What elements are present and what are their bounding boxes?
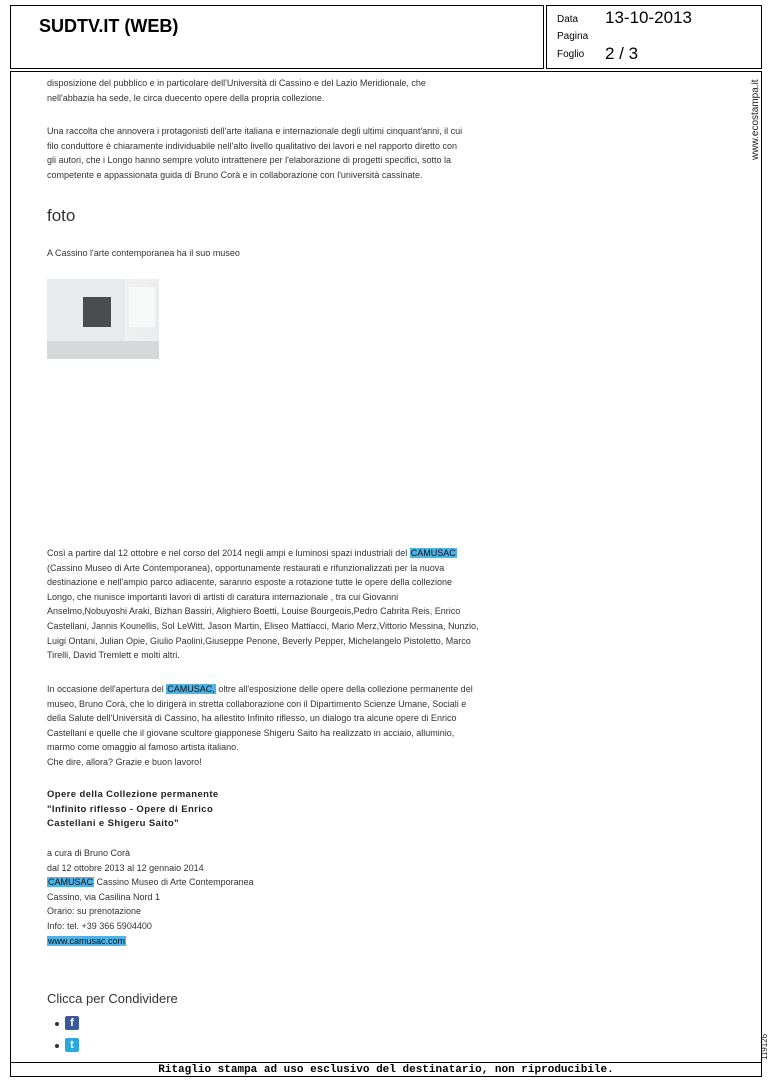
paragraph-3 [47,546,507,663]
photo-floor [47,341,159,359]
share-heading: Clicca per Condividere [47,991,178,1006]
footer-divider [10,1062,762,1063]
text-line: Tirelli, David Tremlett e molti altri. [47,650,180,661]
text-line: museo, Bruno Corà, che lo dirigerà in stretta collaborazione con il Dipartimento Scienze Umane, Sociali e [47,698,467,709]
text-line: Una raccolta che annovera i protagonisti dell'arte italiana e internazionale degli ultimi cinquant'anni, il cui [47,126,463,136]
info-line [47,875,447,890]
facebook-icon[interactable]: f [65,1016,79,1030]
foglio-value: 2 / 3 [605,44,639,63]
side-url: www.ecostampa.it [750,79,761,160]
camusac-link[interactable]: CAMUSAC [48,877,94,888]
text-line: competente e appassionata guida di Bruno Corà e in collaborazione con l'università cassinate. [47,169,423,180]
photo-caption: A Cassino l'arte contemporanea ha il suo museo [47,248,240,258]
text-line: Longo, che riunisce importanti lavori di artisti di caratura internazionale , tra cui Giovanni [47,591,399,602]
pagina-label: Pagina [557,31,589,42]
bullet [55,1044,59,1048]
text-span: Cassino Museo di Arte Contemporanea [94,877,254,888]
info-line: Orario: su prenotazione [47,906,142,917]
text-line: Castellani e quelle che il giovane scultore giapponese Shigeru Saito ha realizzato in acciaio, alluminio, [47,727,455,738]
text-span: In occasione dell'apertura del [47,684,167,694]
info-line: Cassino, via Casilina Nord 1 [47,891,161,902]
exhibition-title [47,788,219,832]
foto-heading: foto [47,206,76,225]
text-line: Castellani, Jannis Kounellis, Sol LeWitt, Jason Martin, Eliseo Mattiacci, Mario Merz,Vittorio Messina, Nunzio, [47,620,479,631]
text-line: Che dire, allora? Grazie e buon lavoro! [47,756,202,767]
data-value: 13-10-2013 [605,8,692,27]
text-line: Anselmo,Nobuyoshi Araki, Bizhan Bassiri, Alighiero Boetti, Louise Bourgeois,Pedro Cabrita Reis, Enrico [47,606,461,617]
header-publication-box [10,5,544,69]
photo-artwork [83,297,111,327]
footer-notice: Ritaglio stampa ad uso esclusivo del destinatario, non riproducibile. [158,1064,614,1076]
side-code: 119126 [760,1033,769,1060]
text-line: filo conduttore è chiaramente individuabile nell'alto livello qualitativo dei lavori e nel rapporto diretto con [47,140,457,151]
info-line: a cura di Bruno Corà [47,848,131,858]
text-span: oltre all'esposizione delle opere della collezione permanente del [215,684,473,694]
foglio-label: Foglio [557,49,585,60]
text-line [47,682,507,697]
header-meta-box [546,5,762,69]
text-line: Luigi Ontani, Julian Opie, Giulio Paolini,Giuseppe Penone, Beverly Pepper, Michelangelo Pistoletto, Marco [47,635,471,646]
text-line [47,546,507,561]
text-line: destinazione e nell'ampio parco adiacente, saranno esposte a rotazione tutte le opere della collezione [47,577,452,588]
bullet [55,1022,59,1026]
info-line [47,934,447,949]
camusac-link[interactable]: CAMUSAC, [167,684,215,694]
photo-window [129,287,155,327]
text-line: della Salute dell'Università di Cassino, ha allestito Infinito riflesso, un dialogo tra alcune opere di Enrico [47,713,457,724]
camusac-link[interactable]: CAMUSAC [410,548,456,558]
text-line: disposizione del pubblico e in particolare dell'Università di Cassino e del Lazio Meridionale, che [47,78,426,88]
twitter-icon[interactable]: t [65,1038,79,1052]
museum-photo [47,279,159,359]
title-line: Opere della Collezione permanente [47,789,219,800]
info-line: Info: tel. +39 366 5904400 [47,920,152,931]
text-line: nell'abbazia ha sede, le circa duecento opere della propria collezione. [47,92,325,103]
text-line: (Cassino Museo di Arte Contemporanea), opportunamente restaurati e rifunzionalizzati per la nuova [47,562,445,573]
data-label: Data [557,14,579,25]
info-line: dal 12 ottobre 2013 al 12 gennaio 2014 [47,862,204,873]
exhibition-info [47,846,447,948]
paragraph-2 [47,124,507,182]
text-line: marmo come omaggio al famoso artista italiano. [47,742,239,753]
paragraph-1 [47,76,507,105]
text-line: gli autori, che i Longo hanno sempre voluto intrattenere per l'elaborazione di progetti specifici, sotto la [47,155,451,166]
title-line: Castellani e Shigeru Saito" [47,818,179,830]
website-link[interactable]: www.camusac.com [48,935,126,946]
text-span: Così a partire dal 12 ottobre e nel corso del 2014 negli ampi e luminosi spazi industriali del [47,548,410,558]
paragraph-4 [47,682,507,770]
title-line: "Infinito riflesso - Opere di Enrico [47,803,214,815]
publication-name: SUDTV.IT (WEB) [39,16,179,36]
